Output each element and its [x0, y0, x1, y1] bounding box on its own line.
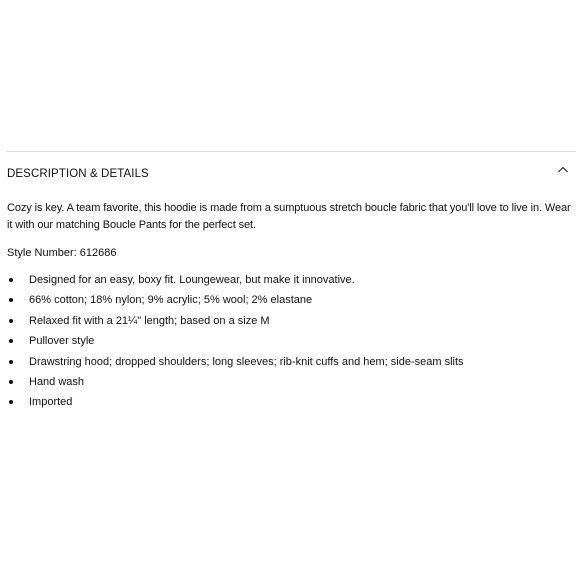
product-description: Cozy is key. A team favorite, this hoodie is made from a sumptuous stretch boucle fabric that you'll love to live in. Wear it with our matching Boucle Pants for the perfect set.: [7, 202, 571, 231]
bullet-icon: [9, 319, 13, 323]
detail-text: Imported: [29, 396, 73, 409]
bullet-icon: [9, 298, 13, 302]
list-item: [7, 394, 464, 414]
bullet-icon: [9, 380, 13, 384]
list-item: [7, 292, 464, 312]
chevron-up-icon[interactable]: [556, 163, 570, 177]
detail-text: 66% cotton; 18% nylon; 9% acrylic; 5% wool; 2% elastane: [29, 294, 313, 307]
section-divider: [7, 151, 576, 152]
detail-text: Pullover style: [29, 335, 95, 348]
list-item: [7, 374, 464, 394]
bullet-icon: [9, 400, 13, 404]
bullet-icon: [9, 339, 13, 343]
detail-text: Hand wash: [29, 375, 85, 388]
bullet-icon: [9, 360, 13, 364]
details-list: [7, 272, 464, 415]
list-item: [7, 333, 464, 353]
detail-text: Designed for an easy, boxy fit. Loungewear, but make it innovative.: [29, 274, 355, 286]
detail-text: Relaxed fit with a 21¼" length; based on a size M: [29, 314, 270, 327]
list-item: [7, 272, 464, 292]
section-title: DESCRIPTION & DETAILS: [7, 168, 149, 180]
list-item: [7, 313, 464, 333]
list-item: [7, 354, 464, 374]
style-number: Style Number: 612686: [7, 247, 117, 259]
detail-text: Drawstring hood; dropped shoulders; long sleeves; rib-knit cuffs and hem; side-seam slits: [29, 355, 464, 368]
bullet-icon: [9, 278, 13, 282]
description-details-accordion-header[interactable]: [7, 160, 570, 186]
